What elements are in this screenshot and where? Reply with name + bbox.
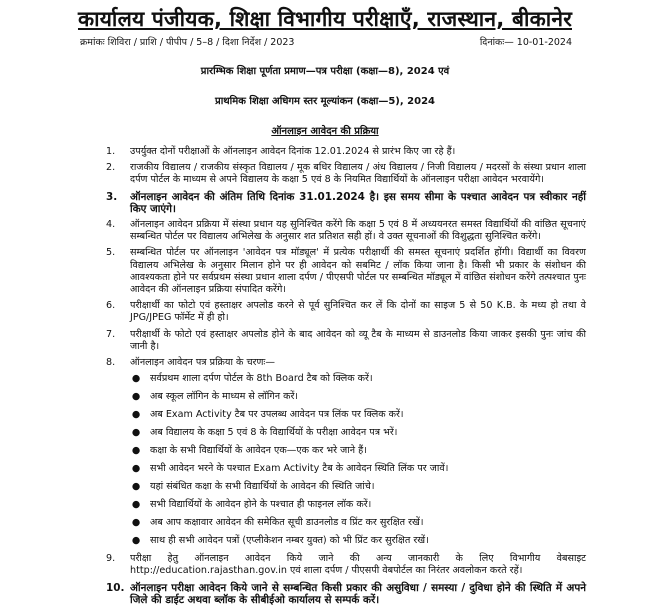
- bullet-icon: ●: [131, 445, 141, 457]
- item-text: उपर्युक्त दोनों परीक्षाओं के ऑनलाइन आवेदन दिनांक 12.01.2024 से प्रारंभ किए जा रहे हैं।: [130, 146, 456, 157]
- item-number: 2.: [106, 162, 116, 174]
- item-number: 8.: [106, 357, 116, 369]
- step-item: [122, 391, 586, 403]
- bullet-icon: ●: [131, 427, 141, 439]
- bullet-icon: ●: [131, 463, 141, 475]
- heading-line-3: ऑनलाइन आवेदन की प्रक्रिया: [271, 126, 379, 137]
- instruction-list: [18, 146, 632, 606]
- step-item: [122, 517, 586, 529]
- item-number: 3.: [106, 190, 118, 203]
- bullet-icon: ●: [131, 481, 141, 493]
- step-item: [122, 409, 586, 421]
- step-item: [122, 481, 586, 493]
- item-text: ऑनलाइन आवेदन की अंतिम तिथि दिनांक 31.01.2024 है। इस समय सीमा के पश्चात आवेदन पत्र स्वीकार नहीं किए जाएंगे।: [130, 190, 586, 215]
- bullet-icon: ●: [131, 535, 141, 547]
- list-item: [106, 329, 586, 353]
- item-text: परीक्षार्थी का फोटो एवं हस्ताक्षर अपलोड करने से पूर्व सुनिश्चित कर लें कि दोनों का साइज 5 से 50 K.B. के मध्य हो तथा वे JPG/JPEG फॉर्मेट में ही हो।: [130, 300, 586, 324]
- bullet-icon: ●: [131, 373, 141, 385]
- heading-line-2: प्राथमिक शिक्षा अधिगम स्तर मूल्यांकन (कक्षा—5), 2024: [215, 96, 435, 107]
- item-number: 9.: [106, 553, 116, 565]
- reference-line: [18, 35, 632, 48]
- step-item: [122, 535, 586, 547]
- item-text: ऑनलाइन आवेदन प्रक्रिया में संस्था प्रधान यह सुनिश्चित करेंगे कि कक्षा 5 एवं 8 में अध्ययनरत समस्त विद्यार्थियों की वांछित सूचनाएं सम्बन्धित पोर्टल पर विद्यालय अभिलेख के अनुसार शत प्रतिशत सही हों। वे उक्त सूचनाओं की विशुद्धता सुनिश्चित करेंगे।: [130, 219, 586, 243]
- step-item: [122, 499, 586, 511]
- list-item: [106, 300, 586, 324]
- item-number: 4.: [106, 219, 116, 231]
- step-item: [122, 445, 586, 457]
- step-text: यहां संबंधित कक्षा के सभी विद्यार्थियों के आवेदन की स्थिति जांचे।: [150, 481, 375, 493]
- item-number: 7.: [106, 328, 116, 340]
- reference-number: क्रमांकः शिविरा / प्राशि / पीपीप / 5–8 / दिशा निर्देश / 2023: [80, 37, 295, 48]
- office-title: कार्यालय पंजीयक, शिक्षा विभागीय परीक्षाएँ, राजस्थान, बीकानेर: [77, 7, 572, 31]
- steps-list: [122, 373, 586, 547]
- item-number: 10.: [106, 581, 125, 594]
- item-text: परीक्षा हेतु ऑनलाइन आवेदन किये जाने की अन्य जानकारी के लिए विभागीय वेबसाइट http://education.rajasthan.gov.in एवं शाला दर्पण / पीएसपी वेबपोर्टल का निरंतर अवलोकन करते रहें।: [130, 553, 586, 577]
- list-item: [106, 146, 586, 158]
- bullet-icon: ●: [131, 409, 141, 421]
- item-text: परीक्षार्थी के फोटो एवं हस्ताक्षर अपलोड होने के बाद आवेदन को व्यू टैब के माध्यम से डाउनलोड किया जाकर इसकी पुनः जांच की जानी है।: [130, 328, 586, 352]
- list-item: [106, 582, 586, 606]
- item-text: राजकीय विद्यालय / राजकीय संस्कृत विद्यालय / मूक बधिर विद्यालय / अंध विद्यालय / निजी विद्यालय / मदरसों के संस्था प्रधान शाला दर्पण पोर्टल के माध्यम से अपने विद्यालय के कक्षा 5 एवं 8 के नियमित विद्यार्थियों के ऑनलाइन परीक्षा आवेदन भरवायेंगे।: [130, 162, 586, 186]
- bullet-icon: ●: [131, 499, 141, 511]
- list-item: [106, 162, 586, 186]
- step-text: सर्वप्रथम शाला दर्पण पोर्टल के 8th Board टैब को क्लिक करें।: [150, 373, 373, 385]
- document-date: दिनांकः— 10-01-2024: [479, 37, 572, 48]
- item-number: 6.: [106, 300, 116, 312]
- list-item: [106, 357, 586, 369]
- bullet-icon: ●: [131, 391, 141, 403]
- item-text: ऑनलाइन परीक्षा आवेदन किये जाने से सम्बन्धित किसी प्रकार की असुविधा / समस्या / दुविधा होने की स्थिति में अपने जिले की डाईट अथवा ब्लॉक के सीबीईओ कार्यालय से सम्पर्क करें।: [130, 581, 586, 606]
- heading-line-1: प्रारम्भिक शिक्षा पूर्णता प्रमाण—पत्र परीक्षा (कक्षा—8), 2024 एवं: [200, 66, 450, 77]
- item-number: 1.: [106, 146, 116, 157]
- list-item: [106, 553, 586, 577]
- list-item: [106, 191, 586, 215]
- step-item: [122, 463, 586, 475]
- step-text: साथ ही सभी आवेदन पत्रों (एप्लीकेशन नम्बर युक्त) को भी प्रिंट कर सुरक्षित रखें।: [150, 535, 429, 547]
- step-item: [122, 373, 586, 385]
- step-text: अब विद्यालय के कक्षा 5 एवं 8 के विद्यार्थियों के परीक्षा आवेदन पत्र भरें।: [150, 427, 398, 439]
- step-text: कक्षा के सभी विद्यार्थियों के आवेदन एक—एक कर भरे जाने हैं।: [150, 445, 367, 457]
- step-text: अब स्कूल लॉगिन के माध्यम से लॉगिन करें।: [150, 391, 299, 403]
- bullet-icon: ●: [131, 517, 141, 529]
- item-text: ऑनलाइन आवेदन पत्र प्रक्रिया के चरणः—: [130, 357, 275, 369]
- list-item: [106, 247, 586, 296]
- list-item: [106, 219, 586, 243]
- item-text: सम्बन्धित पोर्टल पर ऑनलाइन 'आवेदन पत्र मॉड्यूल' में प्रत्येक परीक्षार्थी की समस्त सूचनाएं प्रदर्शित होंगी। विद्यार्थी का विवरण विद्यालय अभिलेख के अनुसार मिलान होने पर ही आवेदन को सबमिट / लॉक किया जाना है। किसी भी प्रकार के संशोधन की आवश्यकता होने पर सर्वप्रथम संस्था प्रधान शाला दर्पण / पीएसपी पोर्टल पर सम्बन्धित मॉड्यूल में वांछित संशोधन करेंगे तत्पश्चात पुनः आवेदन की ऑनलाइन प्रक्रिया संपादित करेंगे।: [130, 247, 586, 296]
- step-text: अब Exam Activity टैब पर उपलब्ध आवेदन पत्र लिंक पर क्लिक करें।: [150, 409, 404, 421]
- step-text: अब आप कक्षावार आवेदन की समेकित सूची डाउनलोड व प्रिंट कर सुरक्षित रखें।: [150, 517, 424, 529]
- step-item: [122, 427, 586, 439]
- step-text: सभी आवेदन भरने के पश्चात Exam Activity टैब के आवेदन स्थिति लिंक पर जावें।: [150, 463, 449, 475]
- step-text: सभी विद्यार्थियों के आवेदन होने के पश्चात ही फाइनल लॉक करें।: [150, 499, 372, 511]
- item-number: 5.: [106, 247, 116, 259]
